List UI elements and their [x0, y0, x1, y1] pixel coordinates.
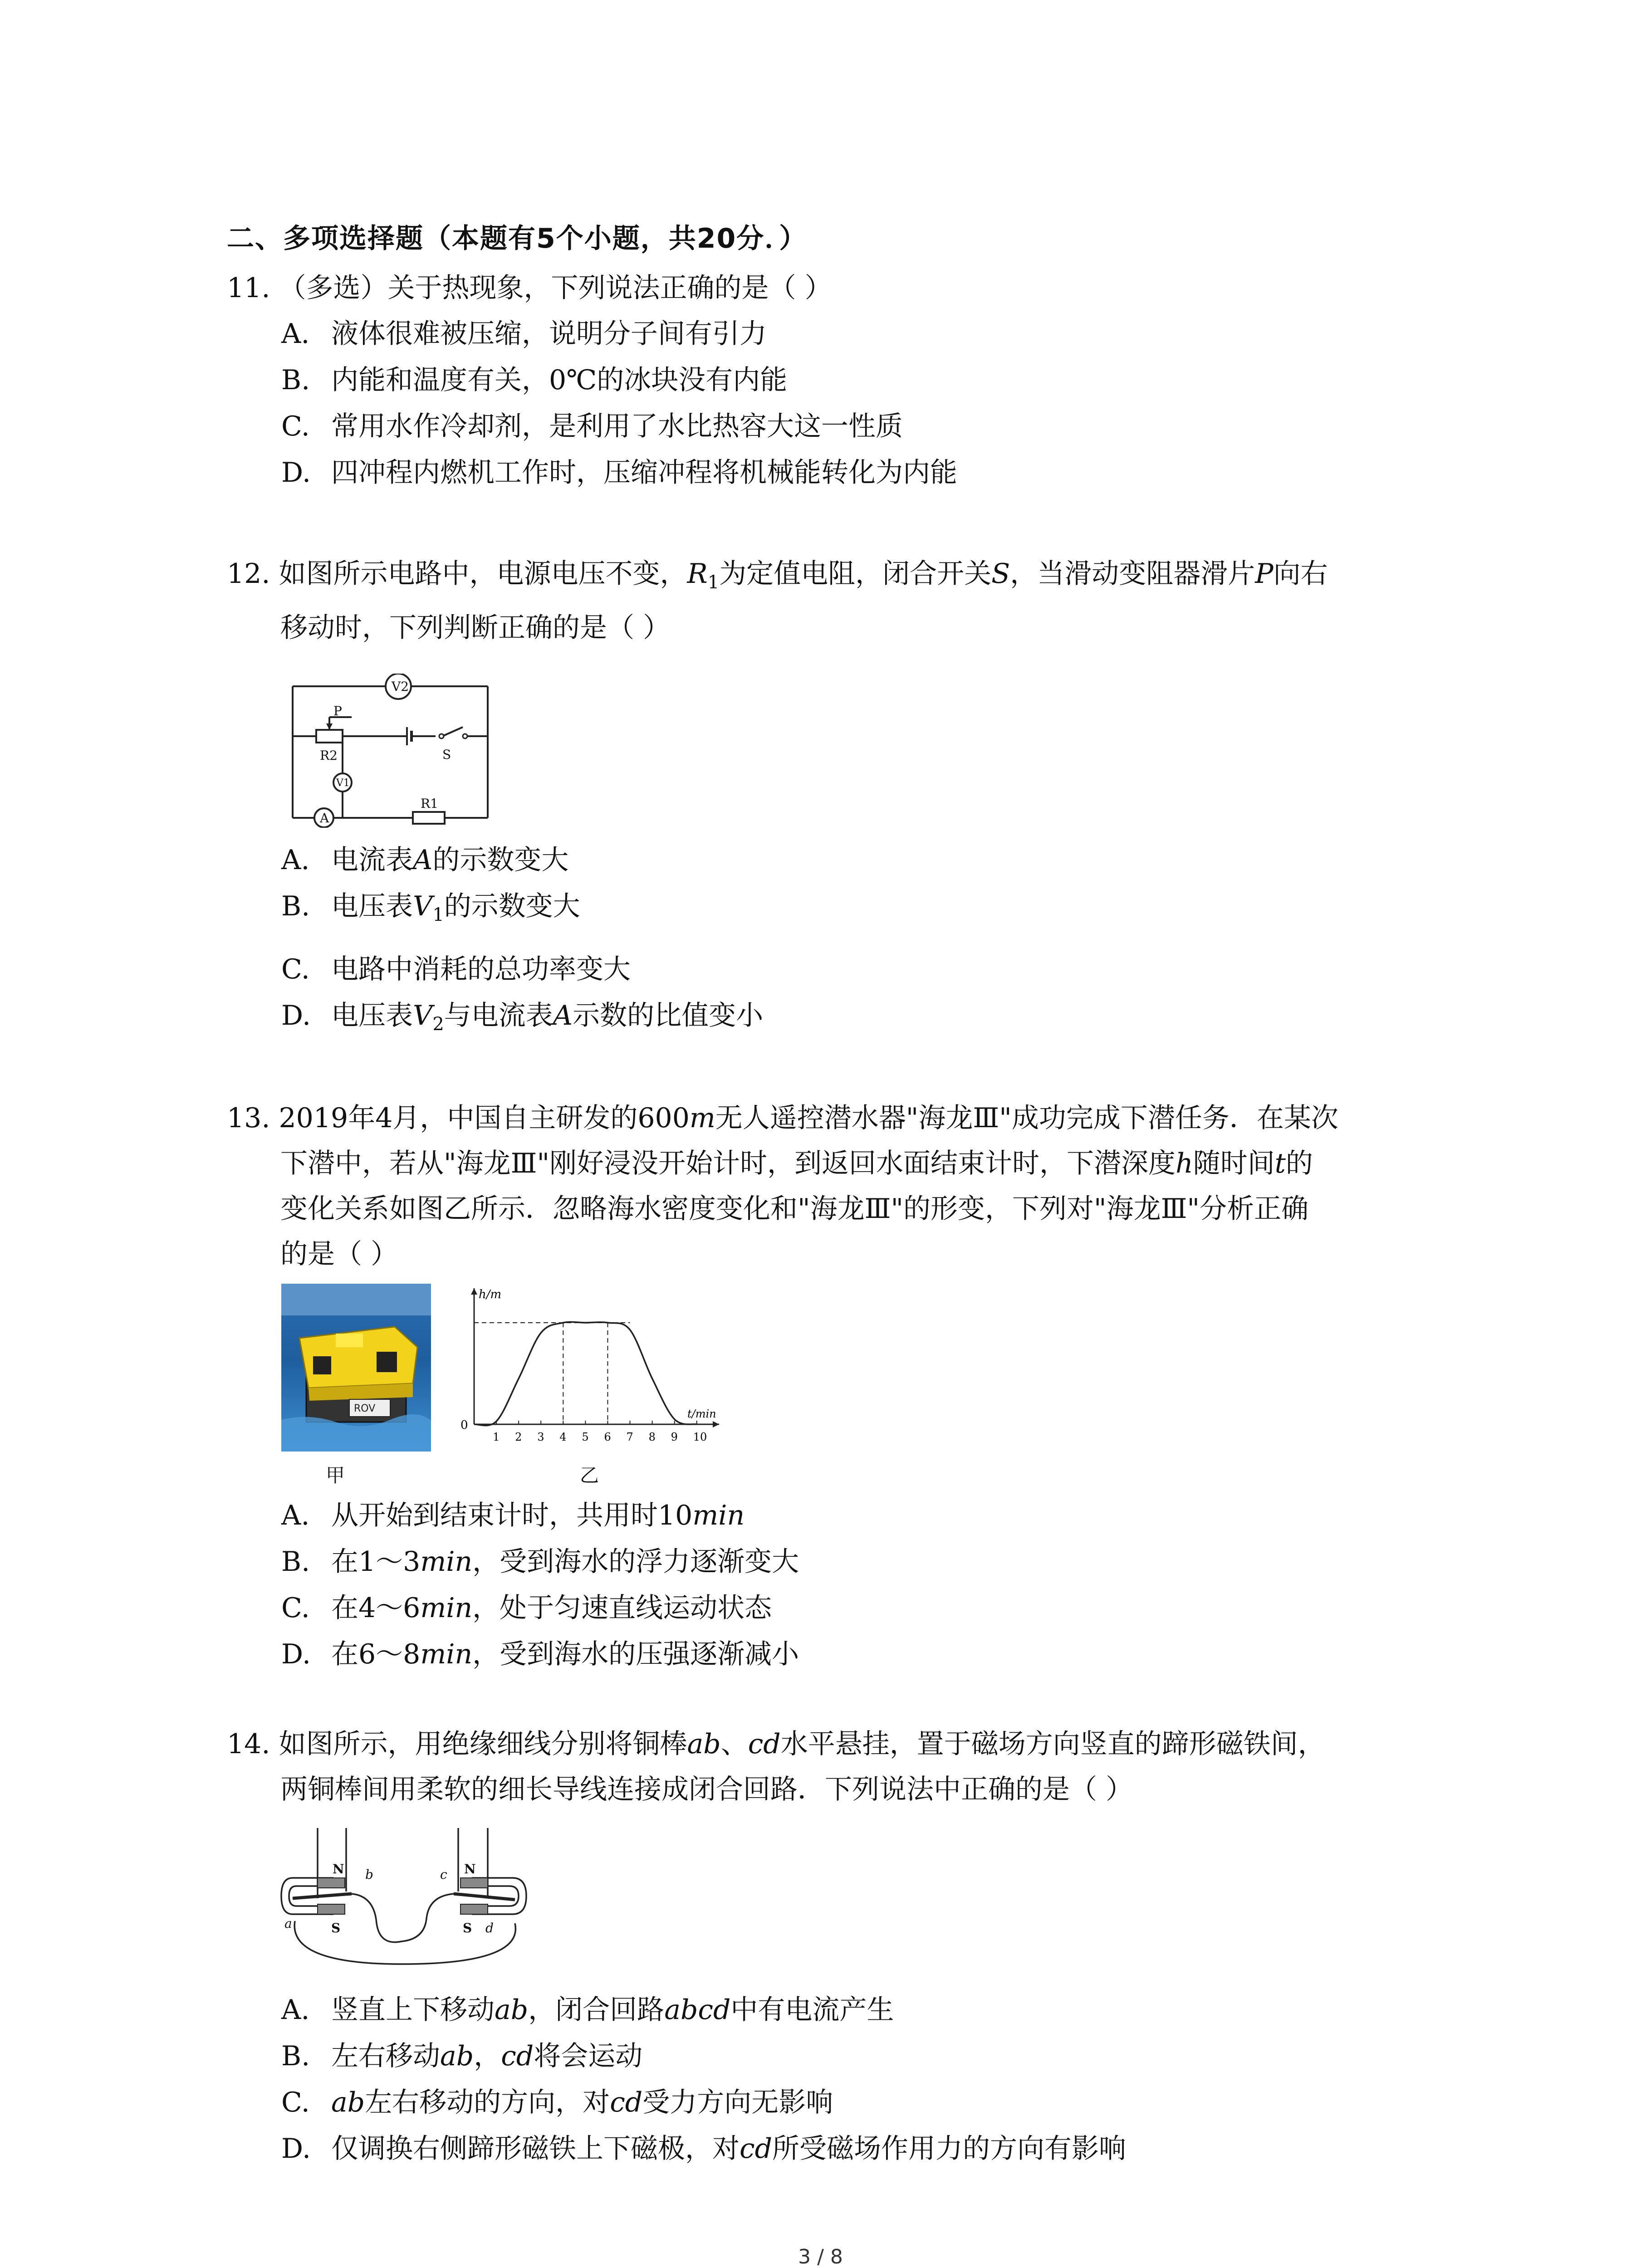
question-13-options: [227, 1492, 1452, 1677]
question-number: 11.: [227, 272, 270, 304]
option-d[interactable]: D. 在6～8min，受到海水的压强逐渐减小: [281, 1638, 799, 1670]
option-a[interactable]: A. 液体很难被压缩，说明分子间有引力: [281, 318, 767, 350]
question-stem: 12. 如图所示电路中，电源电压不变，$R_1$为定值电阻，闭合开关S，当滑动变阻器滑片P向右 移动时，下列判断正确的是（ ）: [227, 551, 1452, 650]
option-b[interactable]: B. 在1～3min，受到海水的浮力逐渐变大: [281, 1546, 799, 1578]
x-tick-label: 7: [626, 1431, 633, 1443]
x-tick-label: 1: [493, 1431, 500, 1443]
pole-s-right: S: [463, 1921, 472, 1936]
question-13: [227, 1095, 1452, 1277]
option-b[interactable]: B. 电压表$V_1$的示数变大: [281, 890, 580, 925]
question-stem: 13. 2019年4月，中国自主研发的600m无人遥控潜水器"海龙Ⅲ"成功完成下潜任务．在某次 下潜中，若从"海龙Ⅲ"刚好浸没开始计时，到返回水面结束计时，下潜深度h随时间t的 变化关系如图乙所示．忽略海水密度变化和"海龙Ⅲ"的形变，下列对"海龙Ⅲ"分析正确 的是（ ）: [227, 1095, 1452, 1277]
x-tick-label: 8: [648, 1431, 656, 1443]
pole-n-right: N: [464, 1862, 476, 1877]
r1-label: R1: [421, 796, 438, 811]
option-c[interactable]: C. 电路中消耗的总功率变大: [281, 953, 631, 985]
x-tick-label: 6: [604, 1431, 611, 1443]
option-b[interactable]: B. 内能和温度有关，0℃的冰块没有内能: [281, 364, 788, 396]
page-number: 3 / 8: [798, 2245, 843, 2268]
pole-n-left: N: [333, 1862, 344, 1877]
option-c[interactable]: C. 在4～6min，处于匀速直线运动状态: [281, 1592, 772, 1624]
x-tick-label: 5: [582, 1431, 589, 1443]
question-11: [227, 265, 1452, 496]
r2-label: R2: [320, 748, 338, 763]
option-d[interactable]: D. 四冲程内燃机工作时，压缩冲程将机械能转化为内能: [281, 457, 957, 489]
option-c[interactable]: C. 常用水作冷却剂，是利用了水比热容大这一性质: [281, 411, 903, 442]
option-c[interactable]: C. ab左右移动的方向，对cd受力方向无影响: [281, 2087, 833, 2118]
depth-curve: [474, 1322, 697, 1425]
section-title: 二、多项选择题（本题有5个小题，共20分．）: [227, 223, 808, 254]
pole-s-left: S: [331, 1921, 341, 1936]
depth-time-graph: [447, 1279, 728, 1456]
question-number: 12.: [227, 558, 270, 590]
option-d[interactable]: D. 电压表$V_2$与电流表A示数的比值变小: [281, 1000, 764, 1035]
option-a[interactable]: A. 电流表A的示数变大: [281, 844, 569, 876]
caption-yi: 乙: [580, 1464, 599, 1486]
question-number: 13.: [227, 1102, 270, 1134]
v2-label: V2: [392, 679, 409, 694]
option-b[interactable]: B. 左右移动ab，cd将会运动: [281, 2040, 643, 2072]
question-14-options: [227, 1987, 1452, 2172]
magnet-rods-diagram: [279, 1828, 542, 1978]
v1-label: V1: [336, 777, 350, 789]
rod-end-c: c: [440, 1867, 447, 1882]
circuit-diagram: [288, 674, 497, 828]
question-14: [227, 1721, 1452, 1812]
y-axis-label: h/m: [479, 1288, 502, 1301]
x-tick-label: 3: [537, 1431, 544, 1443]
p-label: P: [333, 704, 342, 719]
caption-jia: 甲: [326, 1464, 345, 1486]
question-12-options: [227, 837, 1452, 1047]
option-a[interactable]: A. 从开始到结束计时，共用时10min: [281, 1500, 745, 1531]
x-tick-label: 2: [515, 1431, 522, 1443]
x-axis-label: t/min: [687, 1408, 716, 1420]
option-d[interactable]: D. 仅调换右侧蹄形磁铁上下磁极，对cd所受磁场作用力的方向有影响: [281, 2133, 1127, 2165]
x-tick-label: 9: [671, 1431, 678, 1443]
question-stem: 14. 如图所示，用绝缘细线分别将铜棒ab、cd水平悬挂，置于磁场方向竖直的蹄形磁铁间， 两铜棒间用柔软的细长导线连接成闭合回路．下列说法中正确的是（ ）: [227, 1721, 1452, 1812]
option-a[interactable]: A. 竖直上下移动ab，闭合回路abcd中有电流产生: [281, 1994, 894, 2026]
s-label: S: [442, 747, 451, 762]
a-label: A: [320, 811, 329, 826]
question-12: [227, 551, 1452, 650]
question-stem: [227, 265, 1452, 311]
question-number: 14.: [227, 1728, 270, 1760]
x-tick-label: 4: [559, 1431, 567, 1443]
x-tick-label: 10: [693, 1431, 707, 1443]
submersible-photo: [281, 1284, 431, 1452]
rod-end-a: a: [284, 1916, 292, 1931]
origin-label: 0: [460, 1418, 468, 1432]
rod-end-d: d: [485, 1921, 494, 1936]
rov-label: ROV: [354, 1403, 376, 1414]
stem-text: （多选）关于热现象，下列说法正确的是（ ）: [279, 272, 832, 304]
rod-end-b: b: [365, 1867, 373, 1882]
